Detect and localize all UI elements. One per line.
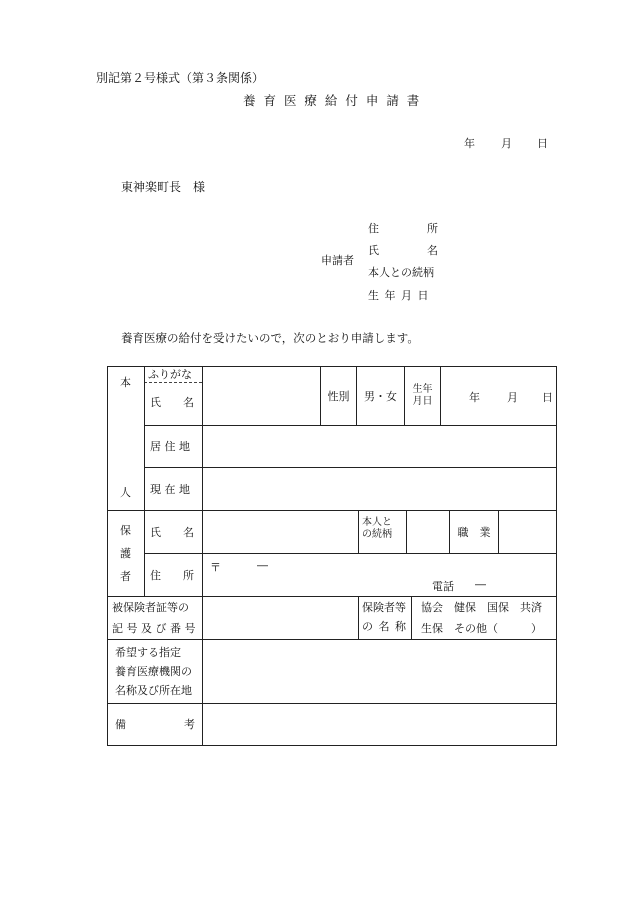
birth-month-label: 月 bbox=[507, 391, 518, 404]
insurer-label-1: 保険者等 bbox=[362, 601, 406, 614]
insurer-options-2[interactable]: 生保 その他（ ） bbox=[421, 622, 542, 635]
sex-label: 性別 bbox=[327, 389, 350, 403]
date-month-label: 月 bbox=[501, 137, 512, 150]
addressee: 東神楽町長 様 bbox=[121, 180, 206, 194]
occupation-label: 職 業 bbox=[457, 525, 491, 539]
residence-label: 居 住 地 bbox=[150, 440, 190, 453]
phone-label: 電話 bbox=[432, 580, 454, 593]
form-number: 別記第２号様式（第３条関係） bbox=[96, 71, 265, 85]
date-day-label: 日 bbox=[537, 137, 548, 150]
self-name-field[interactable] bbox=[203, 383, 320, 425]
form-title: 養 育 医 療 給 付 申 請 書 bbox=[243, 93, 422, 108]
remarks-field[interactable] bbox=[203, 704, 556, 745]
guardian-label-1: 保 bbox=[120, 524, 131, 537]
insured-number-field[interactable] bbox=[203, 597, 358, 639]
self-name-label: 氏 名 bbox=[150, 396, 194, 409]
applicant-relation-label: 本人との続柄 bbox=[368, 266, 434, 279]
hospital-field[interactable] bbox=[203, 640, 556, 703]
current-address-field[interactable] bbox=[203, 468, 556, 510]
phone-dash: ― bbox=[475, 578, 486, 591]
current-address-label: 現 在 地 bbox=[150, 482, 190, 496]
self-label-top: 本 bbox=[120, 376, 131, 389]
furigana-field[interactable] bbox=[203, 367, 320, 381]
furigana-label: ふりがな bbox=[148, 368, 192, 381]
intro-text: 養育医療の給付を受けたいので，次のとおり申請します。 bbox=[121, 331, 419, 345]
hospital-label-1: 希望する指定 bbox=[115, 646, 181, 659]
sex-options[interactable]: 男・女 bbox=[364, 389, 397, 403]
hospital-label-2: 養育医療機関の bbox=[115, 665, 192, 678]
insurer-label-2: の 名 称 bbox=[362, 620, 407, 633]
self-label-bottom: 人 bbox=[120, 486, 131, 499]
birth-day-label: 日 bbox=[542, 391, 553, 404]
applicant-label: 申請者 bbox=[321, 254, 354, 267]
application-table bbox=[107, 366, 557, 746]
applicant-address-label: 住 所 bbox=[368, 222, 438, 235]
remarks-label: 備 考 bbox=[115, 718, 195, 731]
postal-mark: 〒 bbox=[210, 561, 221, 574]
postal-dash: ― bbox=[257, 559, 268, 572]
hospital-label-3: 名称及び所在地 bbox=[115, 684, 192, 697]
relation-label: 本人と の続柄 bbox=[362, 517, 392, 540]
guardian-name-field[interactable] bbox=[203, 511, 358, 553]
insurer-options-1[interactable]: 協会 健保 国保 共済 bbox=[421, 601, 542, 614]
date-year-label: 年 bbox=[464, 137, 475, 150]
guardian-address-field[interactable] bbox=[203, 554, 556, 596]
insured-label-2: 記 号 及 び 番 号 bbox=[112, 622, 196, 635]
guardian-name-label: 氏 名 bbox=[150, 525, 194, 539]
guardian-label-2: 護 bbox=[120, 547, 131, 560]
birthdate-label: 生年 月日 bbox=[412, 384, 433, 407]
applicant-birthdate-label: 生 年 月 日 bbox=[368, 289, 430, 302]
relation-field[interactable] bbox=[407, 511, 449, 553]
occupation-field[interactable] bbox=[499, 511, 556, 553]
residence-field[interactable] bbox=[203, 426, 556, 467]
applicant-name-label: 氏 名 bbox=[368, 244, 438, 257]
insured-label-1: 被保険者証等の bbox=[112, 601, 189, 614]
guardian-label-3: 者 bbox=[120, 570, 131, 583]
birth-year-label: 年 bbox=[469, 391, 480, 404]
guardian-address-label: 住 所 bbox=[150, 568, 194, 582]
